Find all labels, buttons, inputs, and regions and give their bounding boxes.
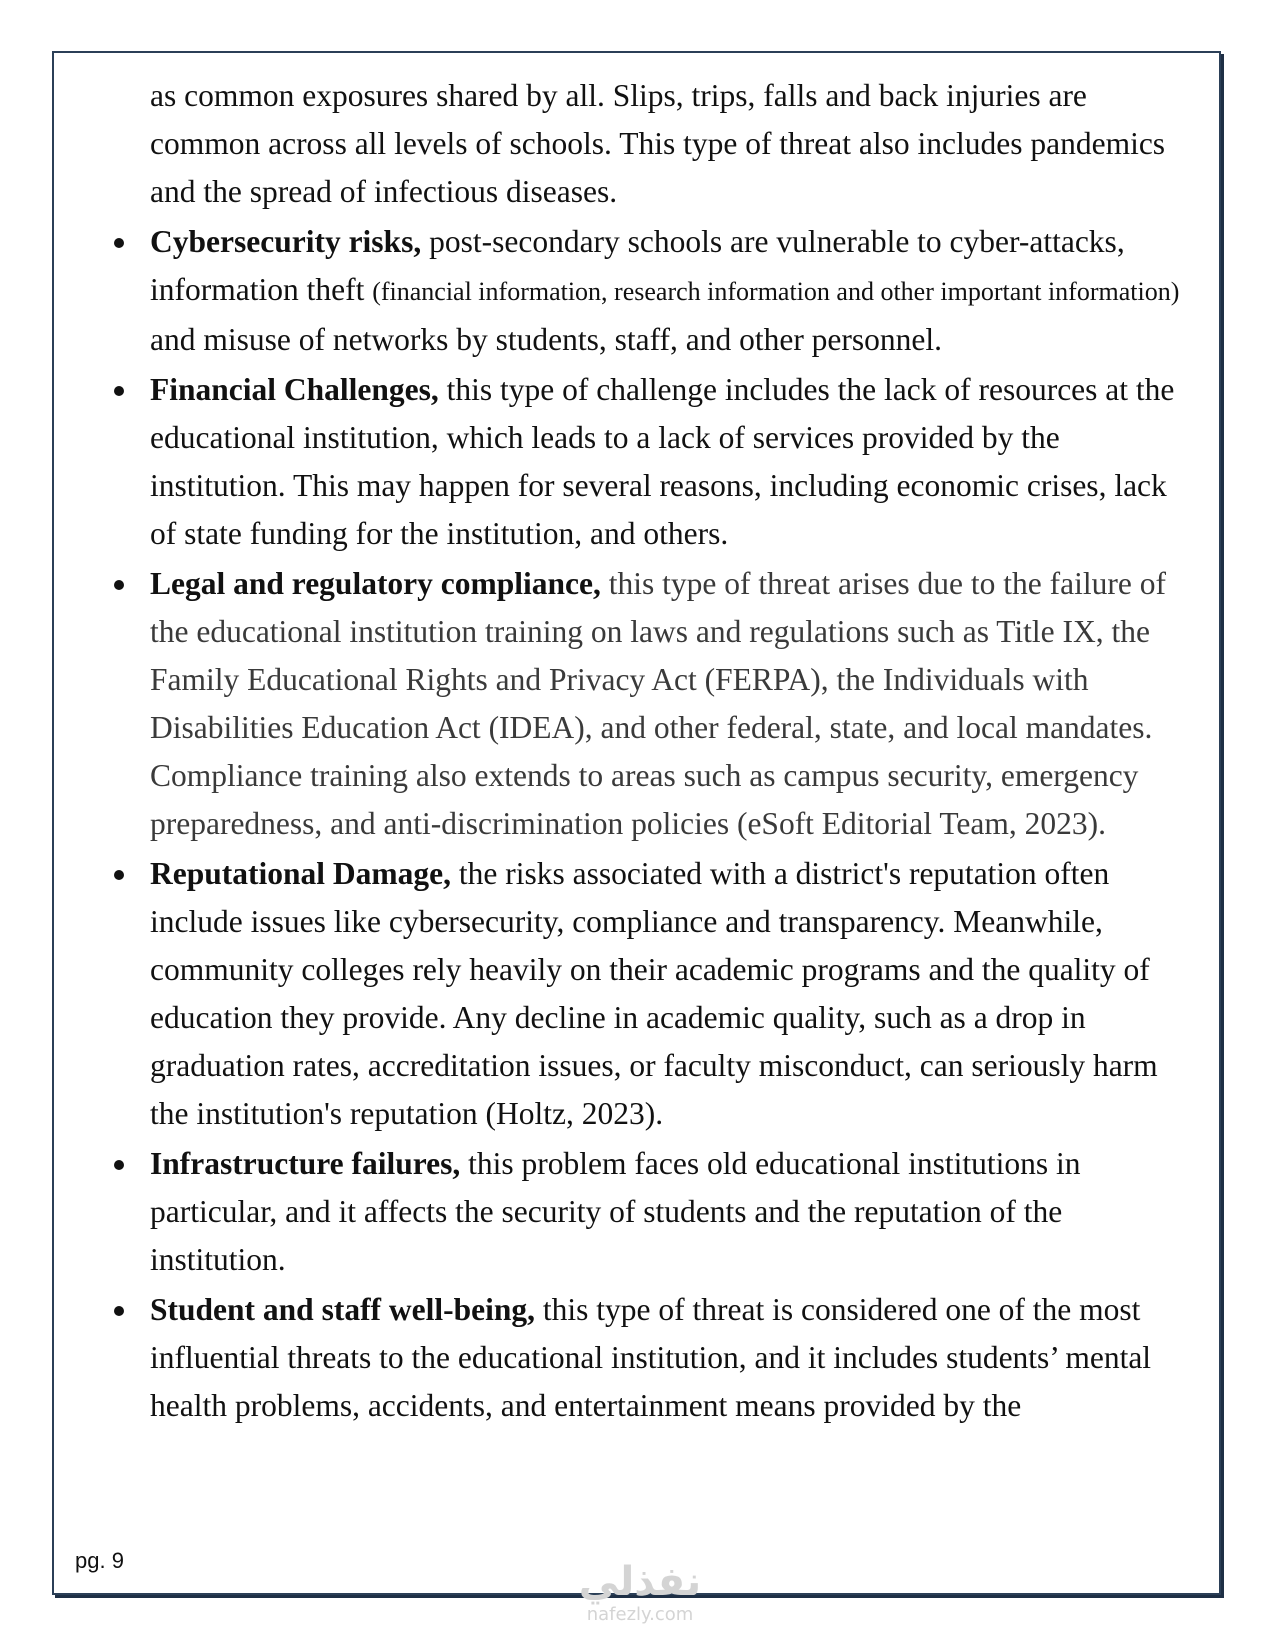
item-title: Financial Challenges,: [150, 372, 439, 407]
item-title: Infrastructure failures,: [150, 1146, 461, 1181]
item-text: this problem faces old educational institutions in particular, and it affects the security of students and the reputation of the institution.: [150, 1146, 1081, 1277]
item-text: this type of challenge includes the lack of resources at the educational institution, which leads to a lack of services provided by the institution. This may happen for several reasons, including economic crises, lack of state funding for the institution, and others.: [150, 372, 1175, 551]
bullet-icon: [114, 870, 124, 880]
watermark-logo: [560, 1560, 720, 1626]
list-item-legal: [150, 560, 1200, 848]
watermark-arabic: نفذلي: [578, 1559, 702, 1605]
item-title: Student and staff well-being,: [150, 1292, 536, 1327]
document-body: [150, 72, 1200, 1430]
threat-list: [150, 218, 1200, 1430]
item-text: the risks associated with a district's reputation often include issues like cybersecurity, compliance and transparency. Meanwhile, community colleges rely heavily on their academic programs and the quality of education they provide. Any decline in academic quality, such as a drop in graduation rates, accreditation issues, or faculty misconduct, can seriously harm the institution's reputation (Holtz, 2023).: [150, 856, 1158, 1131]
bullet-icon: [114, 386, 124, 396]
item-title: Reputational Damage,: [150, 856, 451, 891]
bullet-icon: [114, 1306, 124, 1316]
bullet-icon: [114, 580, 124, 590]
page-number: pg. 9: [75, 1548, 124, 1573]
item-text: this type of threat arises due to the failure of the educational institution training on laws and regulations such as Title IX, the Family Educational Rights and Privacy Act (FERPA), the Individuals with Disabilities Education Act (IDEA), and other federal, state, and local mandates. Compliance training also extends to areas such as campus security, emergency preparedness, and anti-discrimination policies (eSoft Editorial Team, 2023).: [150, 566, 1166, 841]
item-title: Legal and regulatory compliance,: [150, 566, 601, 601]
list-item-reputational: [150, 850, 1200, 1138]
item-text: post-secondary schools are vulnerable to cyber-attacks, information theft: [150, 224, 1125, 307]
item-text-after: and misuse of networks by students, staff, and other personnel.: [150, 322, 943, 357]
item-text: this type of threat is considered one of the most influential threats to the educational institution, and it includes students’ mental health problems, accidents, and entertainment means provided by the: [150, 1292, 1152, 1423]
list-item-infrastructure: [150, 1140, 1200, 1284]
list-item-cybersecurity: [150, 218, 1200, 364]
list-item-financial: [150, 366, 1200, 558]
watermark-latin: nafezly.com: [586, 1604, 694, 1625]
intro-paragraph: as common exposures shared by all. Slips, trips, falls and back injuries are common across all levels of schools. This type of threat also includes pandemics and the spread of infectious diseases.: [150, 78, 1166, 209]
list-item-wellbeing: [150, 1286, 1200, 1430]
bullet-icon: [114, 238, 124, 248]
item-parenthetical: (financial information, research information and other important information): [372, 277, 1180, 306]
bullet-icon: [114, 1160, 124, 1170]
item-title: Cybersecurity risks,: [150, 224, 422, 259]
